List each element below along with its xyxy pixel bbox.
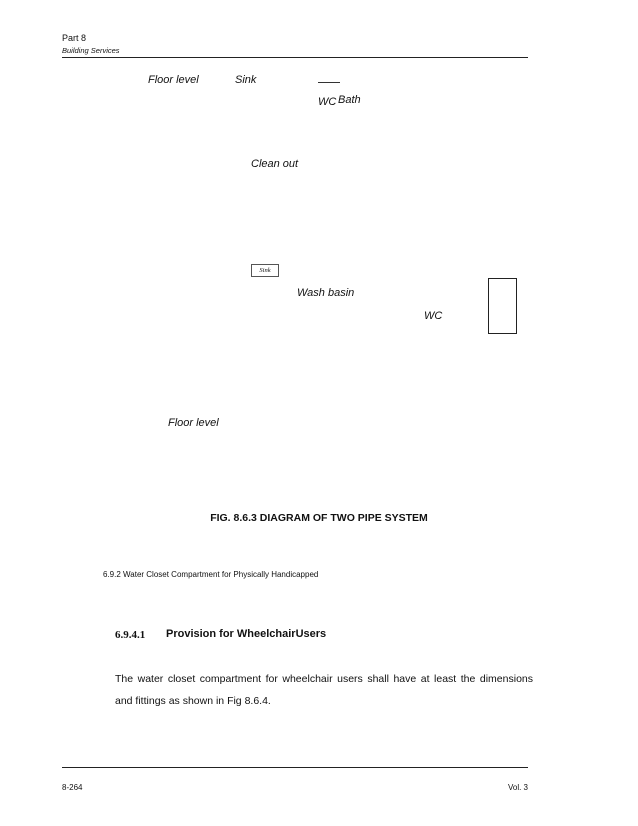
label-wash-basin: Wash basin [297,287,355,299]
header-subtitle: Building Services [62,46,120,55]
label-wc-right: WC [424,310,443,322]
label-bath: Bath [338,94,361,106]
subsection-heading: 6.9.2 Water Closet Compartment for Physically Handicapped [103,570,319,579]
sink-box-label: Sink [251,264,279,277]
body-paragraph: The water closet compartment for wheelchair users shall have at least the dimensions and fittings as shown in Fig 8.6.4. [115,673,533,707]
label-floor-level-top: Floor level [148,74,199,86]
wc-rectangle [488,278,517,334]
footer-rule [62,767,528,768]
section-title: Provision for WheelchairUsers [166,628,327,640]
label-sink-top: Sink [235,74,257,86]
label-wc-top: WC [318,96,337,108]
label-clean-out: Clean out [251,158,299,170]
footer-page-number: 8-264 [62,783,83,792]
label-overline [318,82,340,83]
label-floor-level-bottom: Floor level [168,417,219,429]
header-rule [62,57,528,58]
header-part: Part 8 [62,33,87,43]
figure-caption: FIG. 8.6.3 DIAGRAM OF TWO PIPE SYSTEM [210,512,428,524]
section-number: 6.9.4.1 [115,629,146,641]
footer-volume: Vol. 3 [507,783,528,792]
